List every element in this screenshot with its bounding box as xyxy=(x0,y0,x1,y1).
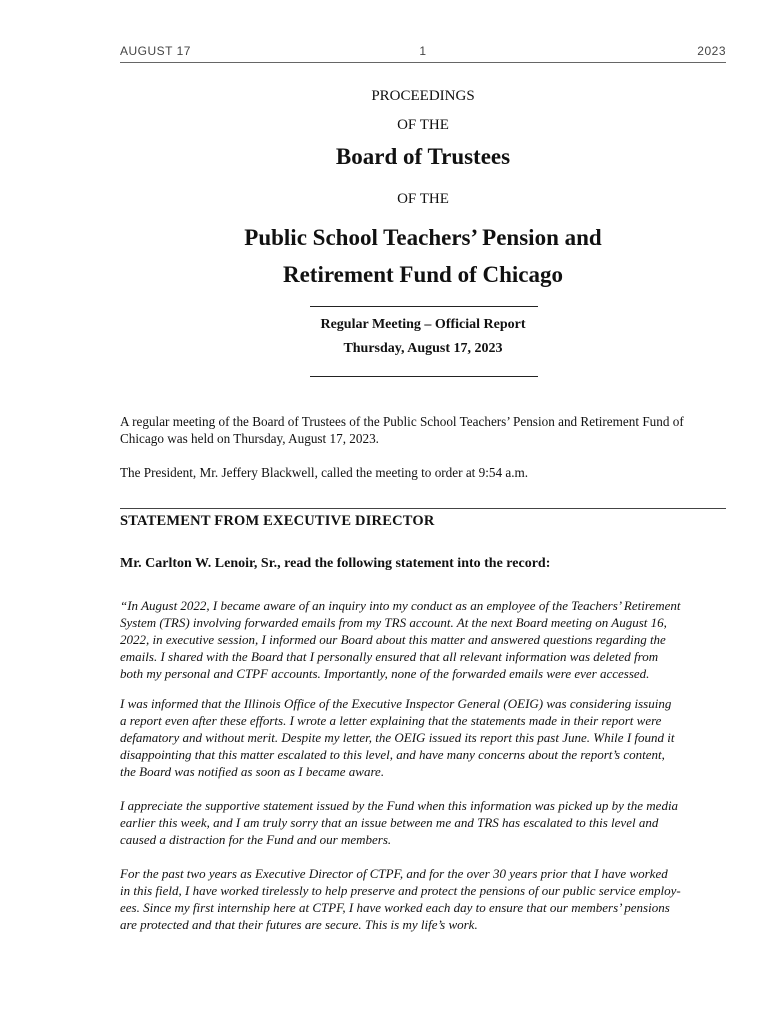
statement-line: caused a distraction for the Fund and our members. xyxy=(120,832,392,847)
statement-paragraph xyxy=(120,865,726,933)
running-header xyxy=(120,44,726,62)
statement-line: ees. Since my first internship here at CTPF, I have worked each day to ensure that our members’ pensions xyxy=(120,900,670,915)
statement-line: defamatory and without merit. Despite my letter, the OEIG issued its report this past June. While I found it xyxy=(120,730,675,745)
statement-line: disappointing that this matter escalated to this level, and have many concerns about the report’s content, xyxy=(120,747,665,762)
section-rule xyxy=(120,508,726,509)
section-heading: STATEMENT FROM EXECUTIVE DIRECTOR xyxy=(120,513,435,529)
header-rule xyxy=(120,62,726,63)
statement-line: the Board was notified as soon as I became aware. xyxy=(120,764,385,779)
meeting-type: Regular Meeting – Official Report xyxy=(320,317,526,332)
title-rule-bottom xyxy=(310,376,538,377)
statement-line: I appreciate the supportive statement issued by the Fund when this information was picked up by the media xyxy=(120,798,679,813)
statement-line: “In August 2022, I became aware of an inquiry into my conduct as an employee of the Teachers’ Retirement xyxy=(120,598,681,613)
header-page-number: 1 xyxy=(419,44,427,58)
statement-line: both my personal and CTPF accounts. Importantly, none of the forwarded emails were ever accessed. xyxy=(120,666,650,681)
statement-line: I was informed that the Illinois Office of the Executive Inspector General (OEIG) was considering issuing xyxy=(120,696,672,711)
title-of-the-1: OF THE xyxy=(397,117,449,133)
title-proceedings: PROCEEDINGS xyxy=(371,88,475,104)
title-rule-top xyxy=(310,306,538,307)
meeting-date: Thursday, August 17, 2023 xyxy=(343,341,503,356)
intro-line: Chicago was held on Thursday, August 17, 2023. xyxy=(120,431,379,446)
statement-line: emails. I shared with the Board that I personally ensured that all relevant information was deleted from xyxy=(120,649,659,664)
statement-line: System (TRS) involving forwarded emails from my TRS account. At the next Board meeting on August 16, xyxy=(120,615,667,630)
intro-line: A regular meeting of the Board of Trustees of the Public School Teachers’ Pension and Retirement Fund of xyxy=(120,414,684,429)
title-of-the-2: OF THE xyxy=(397,191,449,207)
title-fund-line-2: Retirement Fund of Chicago xyxy=(282,262,564,287)
statement-line: a report even after these efforts. I wrote a letter explaining that the statements made in their report were xyxy=(120,713,662,728)
speaker-line: Mr. Carlton W. Lenoir, Sr., read the following statement into the record: xyxy=(120,556,551,571)
statement-line: in this field, I have worked tirelessly to help preserve and protect the pensions of our public service employ- xyxy=(120,883,681,898)
statement-line: earlier this week, and I am truly sorry that an issue between me and TRS has escalated to this level and xyxy=(120,815,659,830)
intro-paragraph xyxy=(120,413,726,447)
statement-line: 2022, in executive session, I informed our Board about this matter and answered questions regarding the xyxy=(120,632,666,647)
statement-line: For the past two years as Executive Director of CTPF, and for the over 30 years prior that I have worked xyxy=(120,866,668,881)
title-board-of-trustees: Board of Trustees xyxy=(335,144,511,169)
statement-paragraph xyxy=(120,797,726,848)
statement-line: are protected and that their futures are secure. This is my life’s work. xyxy=(120,917,478,932)
statement-paragraph xyxy=(120,695,726,780)
statement-paragraph xyxy=(120,597,726,682)
header-year: 2023 xyxy=(697,44,726,58)
header-month: AUGUST 17 xyxy=(120,44,191,58)
call-to-order: The President, Mr. Jeffery Blackwell, called the meeting to order at 9:54 a.m. xyxy=(120,465,529,480)
title-fund-line-1: Public School Teachers’ Pension and xyxy=(244,225,602,250)
